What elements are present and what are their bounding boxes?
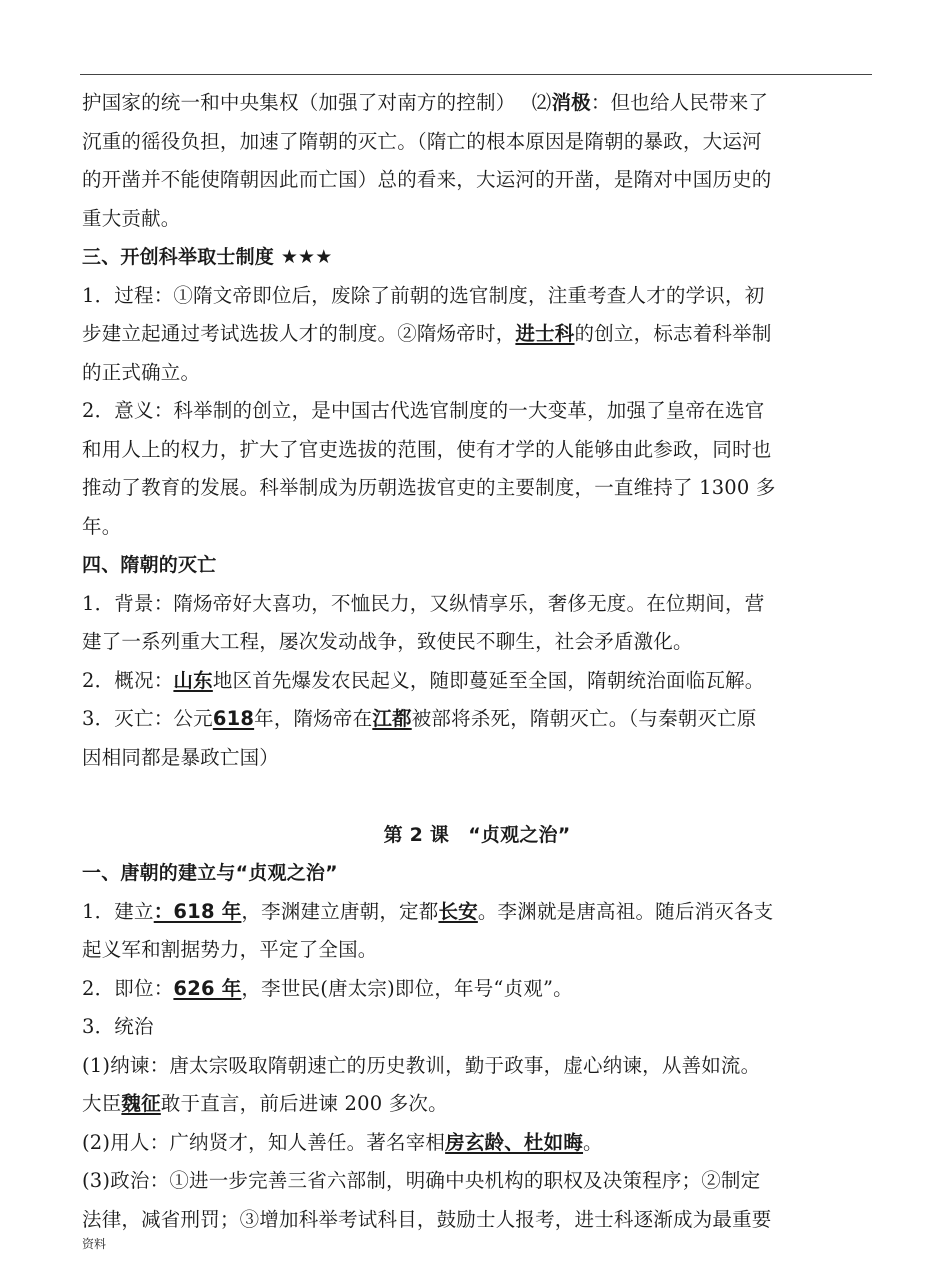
text-line [82,739,872,778]
text-segment: 3．灭亡：公元 [82,707,213,730]
text-segment: 的创立，标志着科举制 [574,322,772,345]
text-line [82,277,872,316]
text-segment: 推动了教育的发展。科举制成为历朝选拔官吏的主要制度，一直维持了 1300 多 [82,476,776,499]
text-segment: 2．意义：科举制的创立，是中国古代选官制度的一大变革，加强了皇帝在选官 [82,399,765,422]
text-segment: ，李渊建立唐朝，定都 [241,899,439,923]
text-segment: 3．统治 [82,1015,154,1038]
text-segment: 敢于直言，前后进谏 200 多次。 [160,1092,448,1115]
text-segment: 。李渊就是唐高祖。随后消灭各支 [477,899,774,923]
text-segment: (1)纳谏：唐太宗吸取隋朝速亡的历史教训，勤于政事，虚心纳谏，从善如流。 [82,1053,761,1077]
text-segment: 因相同都是暴政亡国） [82,745,280,769]
text-segment: 大臣 [82,1092,122,1115]
text-segment: 2．概况： [82,668,174,692]
text-segment: 一、唐朝的建立与“贞观之治” [82,862,338,884]
text-line [82,1008,872,1047]
text-line [82,84,872,123]
text-segment: 和用人上的权力，扩大了官吏选拔的范围，使有才学的人能够由此参政，同时也 [82,437,772,461]
text-segment: 年，隋炀帝在 [254,707,373,730]
key-term: 山东 [173,668,213,692]
section-heading [82,238,872,277]
text-segment: ：但也给人民带来了 [590,91,769,114]
key-term: 江都 [372,707,412,730]
text-line [82,931,872,970]
key-term: 魏征 [121,1092,161,1115]
text-line [82,700,872,739]
text-segment: 地区首先爆发农民起义，随即蔓延至全国，隋朝统治面临瓦解。 [212,668,765,692]
text-line [82,161,872,200]
header-rule [80,74,872,75]
text-segment: 起义军和割据势力，平定了全国。 [82,938,378,961]
text-line [82,1124,872,1163]
text-segment: 年。 [82,514,122,538]
text-line [82,623,872,662]
document-body [82,84,872,1239]
text-segment: (2)用人：广纳贤才，知人善任。著名宰相 [82,1130,446,1154]
text-line [82,469,872,508]
text-segment: ，李世民(唐太宗)即位，年号“贞观”。 [241,976,573,1000]
text-line [82,315,872,354]
key-term: 进士科 [515,322,575,345]
text-line [82,585,872,624]
key-term: 626 年 [173,976,242,1000]
text-line [82,970,872,1009]
text-segment: 1．过程：①隋文帝即位后，废除了前朝的选官制度，注重考查人才的学识，初 [82,283,765,307]
text-segment: (3)政治：①进一步完善三省六部制，明确中央机构的职权及决策程序；②制定 [82,1169,761,1192]
bold-term: 消极 [551,91,591,114]
key-term: 房玄龄、杜如晦 [445,1130,584,1154]
text-line [82,1047,872,1086]
text-line [82,431,872,470]
key-term: ：618 年 [153,899,242,923]
text-segment: 法律，减省刑罚；③增加科举考试科目，鼓励士人报考，进士科逐渐成为最重要 [82,1207,772,1231]
text-segment: 的正式确立。 [82,360,201,384]
text-line [82,508,872,547]
text-segment: 的开凿并不能使隋朝因此而亡国）总的看来，大运河的开凿，是隋对中国历史的 [82,168,772,191]
text-segment: 。 [583,1130,603,1154]
text-line [82,392,872,431]
text-segment: 重大贡献。 [82,206,181,230]
text-line [82,893,872,932]
text-segment: 第 2 课 “贞观之治” [383,823,571,846]
text-segment: 护国家的统一和中央集权（加强了对南方的控制） ⑵ [82,91,552,114]
text-segment: 三、开创科举取士制度 ★★★ [82,246,333,268]
text-segment: 四、隋朝的灭亡 [82,554,217,576]
text-segment: 建了一系列重大工程，屡次发动战争，致使民不聊生，社会矛盾激化。 [82,630,693,653]
text-line [82,1162,872,1201]
text-segment: 沉重的徭役负担，加速了隋朝的灭亡。（隋亡的根本原因是隋朝的暴政，大运河 [82,129,762,153]
text-segment: 被部将杀死，隋朝灭亡。（与秦朝灭亡原 [411,707,757,730]
blank-line [82,777,872,816]
section-heading [82,854,872,893]
text-segment: 步建立起通过考试选拔人才的制度。②隋炀帝时， [82,322,516,345]
text-segment: 1．建立 [82,899,154,923]
section-heading [82,816,872,855]
page-footer: 资料 [82,1237,107,1251]
section-heading [82,546,872,585]
key-term: 长安 [438,899,478,923]
text-line [82,123,872,162]
text-line [82,354,872,393]
text-segment: 2．即位： [82,976,174,1000]
text-segment: 1．背景：隋炀帝好大喜功，不恤民力，又纵情享乐，奢侈无度。在位期间，营 [82,591,765,615]
text-line [82,1201,872,1240]
text-line [82,662,872,701]
text-line [82,1085,872,1124]
text-line [82,200,872,239]
key-term: 618 [212,707,255,730]
